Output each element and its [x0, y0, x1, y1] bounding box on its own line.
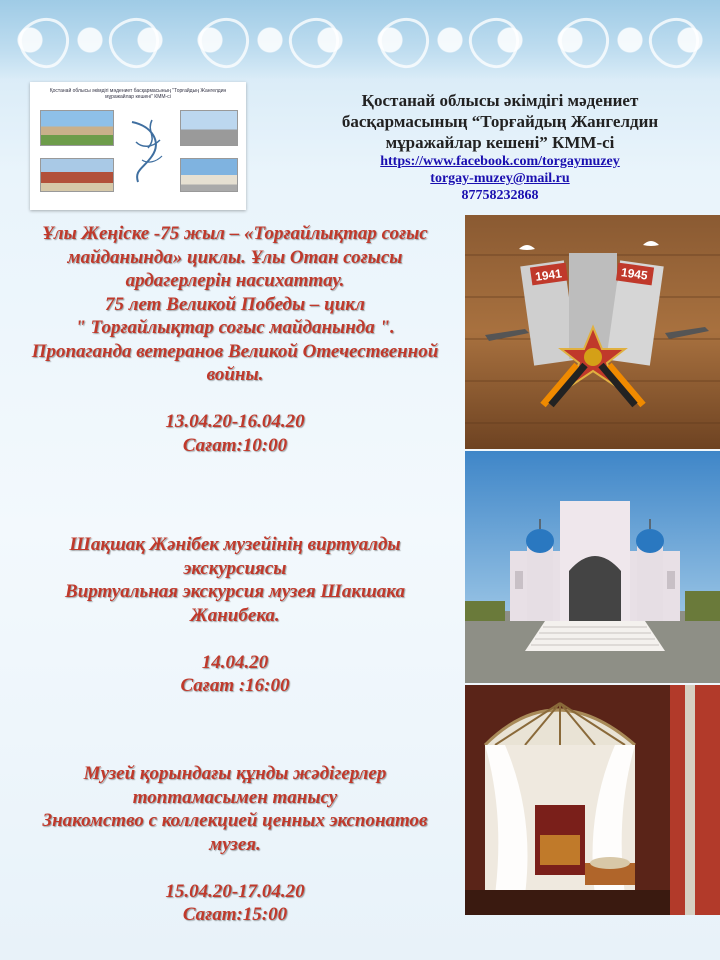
- org-title-line: мұражайлар кешені” КММ-сі: [385, 133, 615, 152]
- event-title-ru-line: музея.: [209, 833, 261, 855]
- event-block-victory: [10, 222, 460, 457]
- year-1945-label: 1945: [620, 265, 649, 283]
- event-title-kz-line: топтамасымен танысу: [132, 786, 338, 808]
- event-dates: 14.04.20: [201, 651, 269, 673]
- event-title-ru-line: войны.: [206, 364, 264, 385]
- phone-number: 87758232868: [461, 188, 539, 203]
- facebook-link[interactable]: https://www.facebook.com/torgaymuzey: [380, 154, 620, 169]
- event-dates: 15.04.20-17.04.20: [165, 880, 305, 902]
- event-block-collection: [10, 762, 460, 927]
- ornament-icon: [640, 7, 711, 78]
- event-time: Сағат:10:00: [182, 434, 288, 456]
- event-title-ru-line: Жанибека.: [190, 604, 280, 626]
- organization-header: [300, 90, 700, 204]
- yurt-interior-photo: [465, 685, 720, 915]
- museum-building-photo: [465, 451, 720, 683]
- thumbnail-museum-photo: [180, 158, 238, 192]
- thumbnail-monument-photo: [180, 110, 238, 146]
- ornament-icon: [460, 7, 531, 78]
- victory-poster-photo: [465, 215, 720, 449]
- event-title-kz-line: Шақшақ Жәнібек музейінің виртуалды: [69, 534, 401, 555]
- thumbnail-building-photo: [40, 110, 114, 146]
- ornament-icon: [550, 7, 621, 78]
- top-ornament-banner: [0, 0, 720, 80]
- event-title-ru-line: Пропаганда ветеранов Великой Отечественной: [31, 340, 439, 362]
- email-link[interactable]: torgay-muzey@mail.ru: [430, 171, 570, 186]
- ornament-icon: [100, 7, 171, 78]
- ornament-icon: [10, 7, 81, 78]
- org-title-line: басқармасының “Торғайдың Жангелдин: [341, 112, 659, 131]
- event-block-virtual-tour: [10, 533, 460, 698]
- event-title-ru-line: Знакомство с коллекцией ценных экспонатов: [42, 810, 428, 831]
- event-time: Сағат :16:00: [180, 675, 290, 696]
- museum-logo-card: [30, 82, 246, 210]
- event-title-kz-line: Музей қорындағы құнды жәдігерлер: [83, 763, 387, 784]
- ornament-icon: [370, 7, 441, 78]
- event-title-ru-line: 75 лет Великой Победы – цикл: [104, 293, 366, 315]
- event-title-kz-line: майданында» циклы. Ұлы Отан соғысы: [67, 246, 403, 268]
- year-1941-label: 1941: [534, 266, 563, 284]
- event-time: Сағат:15:00: [182, 904, 288, 925]
- event-title-kz-line: ардагерлерін насихаттау.: [125, 270, 345, 291]
- ornament-icon: [280, 7, 351, 78]
- event-dates: 13.04.20-16.04.20: [165, 411, 305, 432]
- dove-icon: [122, 112, 170, 186]
- event-title-ru-line: " Торғайлықтар соғыс майданында ".: [75, 317, 395, 338]
- org-title-line: Қостанай облысы әкімдігі мәдениет: [361, 91, 639, 110]
- event-title-ru-line: Виртуальная экскурсия музея Шакшака: [65, 581, 405, 602]
- event-title-kz-line: экскурсиясы: [183, 557, 287, 579]
- logo-caption: Қостанай облысы әкімдігі мәдениет басқармасының "Торғайдың Жангелдин мұражайлар кешені" КММ-сі: [49, 88, 227, 100]
- thumbnail-house-photo: [40, 158, 114, 192]
- event-title-kz-line: Ұлы Жеңіске -75 жыл – «Торғайлықтар соғыс: [42, 223, 428, 244]
- ornament-icon: [190, 7, 261, 78]
